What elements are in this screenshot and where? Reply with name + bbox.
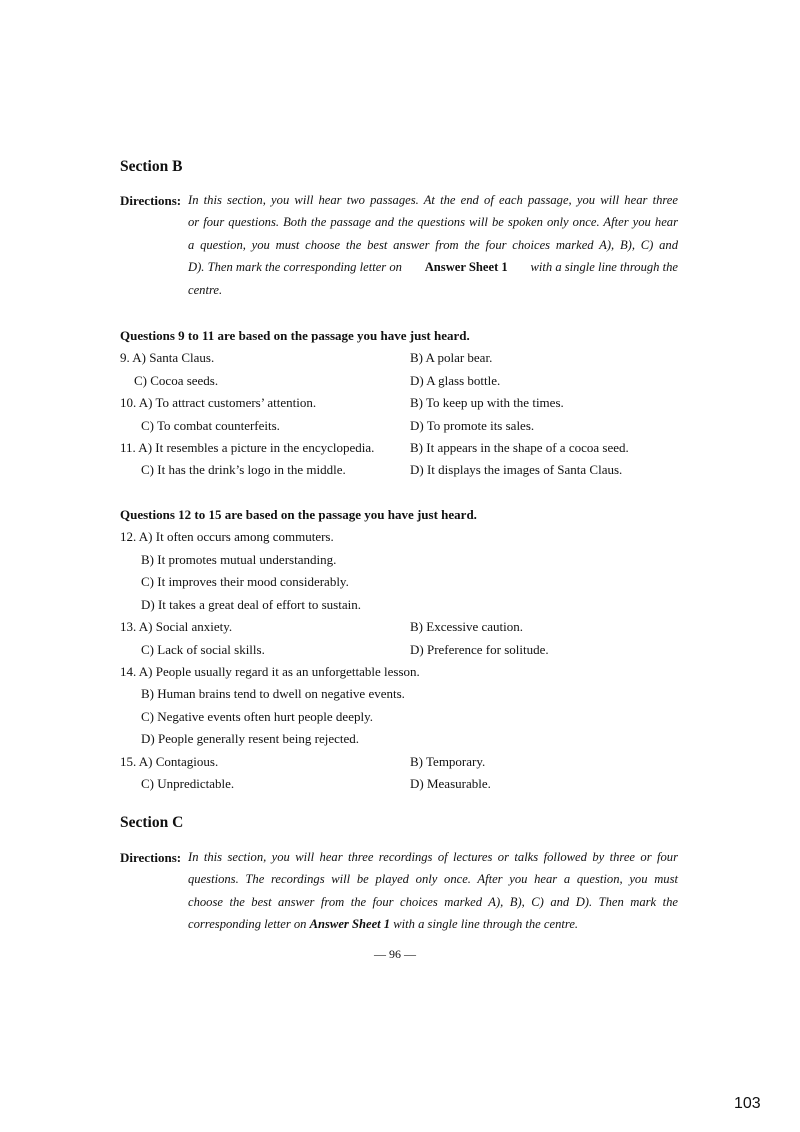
q10-option-b: B) To keep up with the times. (410, 395, 564, 410)
q9-option-a: 9. A) Santa Claus. (120, 350, 215, 365)
q14-option-c: C) Negative events often hurt people deeply. (141, 709, 373, 724)
directions-line: choose the best answer from the four choices marked A), B), C) and D). Then mark the (188, 895, 678, 909)
q14-option-d: D) People generally resent being rejected. (141, 731, 360, 746)
q15-option-a: 15. A) Contagious. (120, 754, 219, 769)
q13-option-a: 13. A) Social anxiety. (120, 619, 233, 634)
q12-option-d: D) It takes a great deal of effort to sustain. (141, 597, 361, 612)
q10-option-a: 10. A) To attract customers’ attention. (120, 395, 317, 410)
q15-option-c: C) Unpredictable. (141, 776, 235, 791)
q9-option-b: B) A polar bear. (410, 350, 493, 365)
answer-sheet-reference: Answer Sheet 1 (424, 260, 508, 274)
q12-option-c: C) It improves their mood considerably. (141, 574, 349, 589)
q11-option-d: D) It displays the images of Santa Claus. (410, 462, 623, 477)
section-c-directions-label: Directions: (120, 850, 182, 865)
q13-option-d: D) Preference for solitude. (410, 642, 549, 657)
directions-line: In this section, you will hear three recordings of lectures or talks followed by three or four (188, 850, 678, 864)
questions-12-15-heading: Questions 12 to 15 are based on the passage you have just heard. (120, 507, 477, 522)
directions-line-part: corresponding letter on (188, 917, 307, 931)
q10-option-c: C) To combat counterfeits. (141, 418, 280, 433)
section-b-directions-label: Directions: (120, 193, 182, 208)
directions-line: In this section, you will hear two passages. At the end of each passage, you will hear three (188, 193, 678, 207)
directions-line: or four questions. Both the passage and the questions will be spoken only once. After you hear (188, 215, 678, 229)
printed-page-label: — 96 — (374, 947, 416, 961)
directions-line (188, 261, 678, 274)
directions-line: centre. (188, 283, 223, 297)
q14-option-b: B) Human brains tend to dwell on negative events. (141, 686, 405, 701)
page-number: 103 (734, 1095, 761, 1112)
directions-line-part: with a single line through the (530, 260, 678, 274)
directions-line-part: D). Then mark the corresponding letter on (188, 260, 402, 274)
directions-line: questions. The recordings will be played only once. After you hear a question, you must (188, 872, 678, 886)
q11-option-b: B) It appears in the shape of a cocoa seed. (410, 440, 629, 455)
q12-option-a: 12. A) It often occurs among commuters. (120, 529, 334, 544)
q11-option-c: C) It has the drink’s logo in the middle. (141, 462, 346, 477)
section-b-title: Section B (120, 158, 183, 175)
q9-option-c: C) Cocoa seeds. (134, 373, 219, 388)
q9-option-d: D) A glass bottle. (410, 373, 501, 388)
directions-line (188, 918, 578, 931)
answer-sheet-reference: Answer Sheet 1 (309, 917, 391, 931)
q12-option-b: B) It promotes mutual understanding. (141, 552, 337, 567)
q10-option-d: D) To promote its sales. (410, 418, 535, 433)
directions-line-part: with a single line through the centre. (393, 917, 579, 931)
q15-option-b: B) Temporary. (410, 754, 486, 769)
q13-option-c: C) Lack of social skills. (141, 642, 265, 657)
section-c-title: Section C (120, 814, 184, 831)
q14-option-a: 14. A) People usually regard it as an unforgettable lesson. (120, 664, 420, 679)
directions-line: a question, you must choose the best answer from the four choices marked A), B), C) and (188, 238, 678, 252)
q11-option-a: 11. A) It resembles a picture in the encyclopedia. (120, 440, 375, 455)
q15-option-d: D) Measurable. (410, 776, 491, 791)
q13-option-b: B) Excessive caution. (410, 619, 523, 634)
questions-9-11-heading: Questions 9 to 11 are based on the passage you have just heard. (120, 328, 470, 343)
